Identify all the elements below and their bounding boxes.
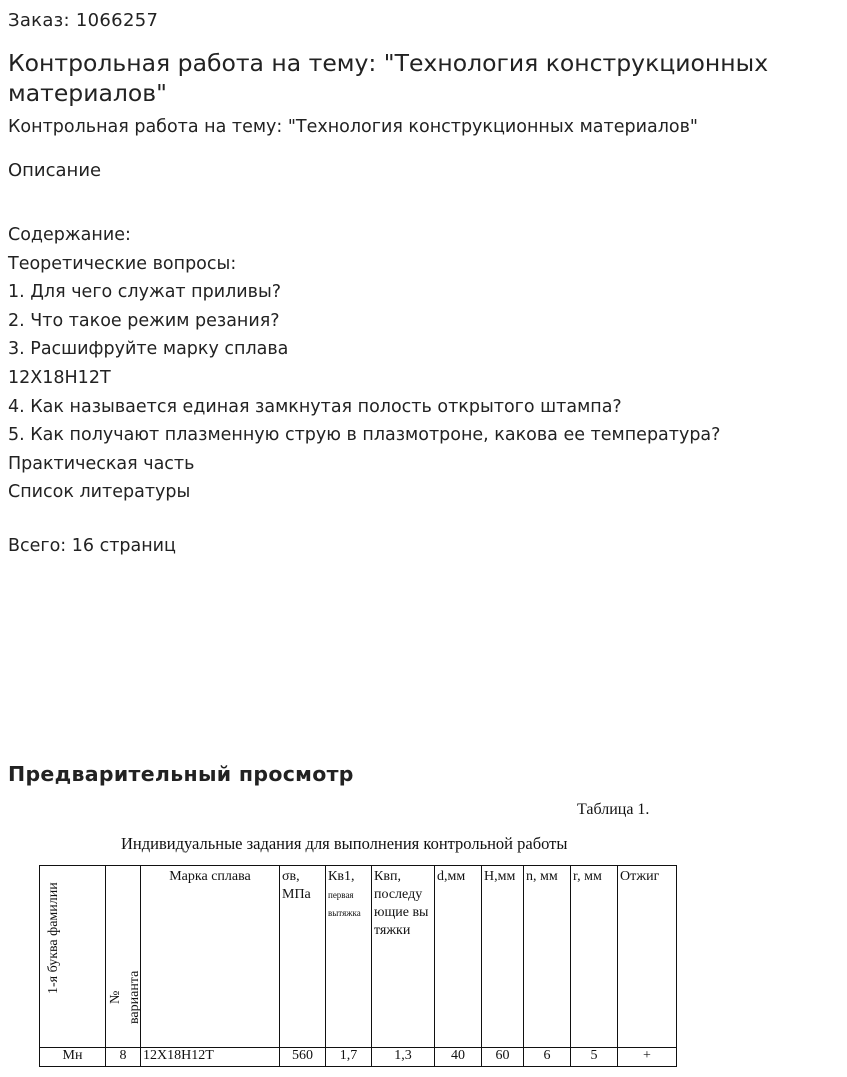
table-caption: Таблица 1. [577, 801, 650, 818]
cell-k1: 1,7 [326, 1048, 372, 1067]
assignment-table [39, 865, 677, 1067]
content-line: Практическая часть [8, 453, 195, 474]
header-d: d,мм [435, 866, 482, 1048]
preview-scan [0, 795, 847, 1077]
cell-h: 60 [482, 1048, 524, 1067]
content-line: 3. Расшифруйте марку сплава [8, 339, 289, 360]
order-number: Заказ: 1066257 [8, 10, 159, 31]
cell-kn: 1,3 [372, 1048, 435, 1067]
content-line: 5. Как получают плазменную струю в плазмотроне, какова ее температура? [8, 425, 721, 446]
content-line: Список литературы [8, 482, 191, 503]
content-list [8, 221, 720, 507]
header-sigma: σв, МПа [280, 866, 326, 1048]
preview-heading: Предварительный просмотр [8, 762, 354, 786]
table-title: Индивидуальные задания для выполнения контрольной работы [121, 834, 568, 853]
header-alloy: Марка сплава [141, 866, 280, 1048]
header-h: H,мм [482, 866, 524, 1048]
table-header-row [40, 866, 677, 1048]
cell-anneal: + [618, 1048, 677, 1067]
table-row [40, 1048, 677, 1067]
cell-n: 6 [524, 1048, 571, 1067]
cell-d: 40 [435, 1048, 482, 1067]
cell-variant: 8 [106, 1048, 141, 1067]
cell-sigma: 560 [280, 1048, 326, 1067]
total-pages: Всего: 16 страниц [8, 536, 176, 556]
content-line: Содержание: [8, 225, 131, 245]
header-variant: № варианта [106, 866, 141, 1048]
header-k1: Кв1, первая вытяжка [326, 866, 372, 1048]
content-line: 1. Для чего служат приливы? [8, 282, 282, 303]
header-kn: Квп, последующие вытяжки [372, 866, 435, 1048]
page-title: Контрольная работа на тему: "Технология конструкционных материалов" [8, 49, 769, 107]
header-n: n, мм [524, 866, 571, 1048]
cell-r: 5 [571, 1048, 618, 1067]
cell-letter: Мн [40, 1048, 106, 1067]
content-line: 4. Как называется единая замкнутая полость открытого штампа? [8, 396, 622, 417]
page-subtitle: Контрольная работа на тему: "Технология конструкционных материалов" [8, 117, 698, 137]
description-heading: Описание [8, 160, 102, 181]
content-line: 12Х18Н12Т [8, 367, 111, 388]
content-line: 2. Что такое режим резания? [8, 310, 280, 331]
cell-alloy: 12Х18Н12Т [141, 1048, 280, 1067]
header-anneal: Отжиг [618, 866, 677, 1048]
header-letter: 1-я буква фамилии [40, 866, 106, 1048]
content-line: Теоретические вопросы: [8, 253, 237, 274]
header-r: r, мм [571, 866, 618, 1048]
